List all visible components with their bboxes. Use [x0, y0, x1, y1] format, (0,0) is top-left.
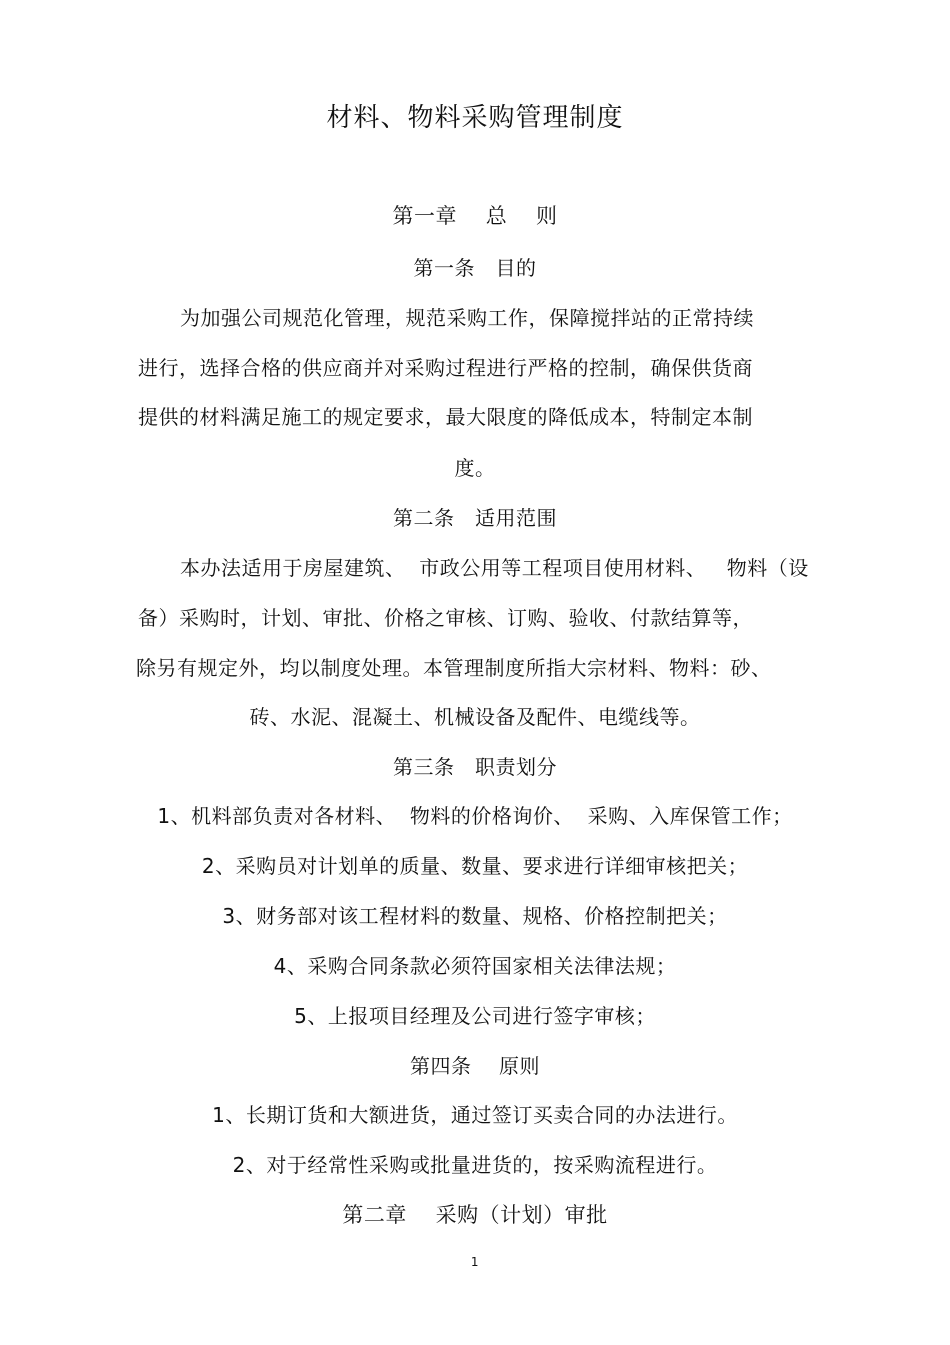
article-heading-1: 第一条 目的 [413, 256, 537, 280]
article-1-line-4: 度。 [454, 456, 496, 480]
article-2-line-3: 除另有规定外，均以制度处理。本管理制度所指大宗材料、物料：砂、 [136, 656, 772, 680]
article-4-item-1: 1、长期订货和大额进货，通过签订买卖合同的办法进行。 [212, 1103, 738, 1127]
chapter-heading-1: 第一章 总 则 [392, 204, 558, 228]
article-2-line-2: 备）采购时，计划、审批、价格之审核、订购、验收、付款结算等， [138, 606, 753, 630]
article-heading-2: 第二条 适用范围 [392, 506, 558, 530]
article-1-line-3: 提供的材料满足施工的规定要求，最大限度的降低成本，特制定本制 [138, 405, 753, 429]
article-3-item-2: 2、采购员对计划单的质量、数量、要求进行详细审核把关； [201, 854, 749, 878]
article-3-item-4: 4、采购合同条款必须符国家相关法律法规； [273, 954, 677, 978]
article-3-item-3: 3、财务部对该工程材料的数量、规格、价格控制把关； [222, 904, 728, 928]
article-3-item-5: 5、上报项目经理及公司进行签字审核； [294, 1004, 656, 1028]
article-4-item-2: 2、对于经常性采购或批量进货的，按采购流程进行。 [232, 1153, 718, 1177]
chapter-heading-2: 第二章 采购（计划）审批 [342, 1203, 608, 1227]
page-number: 1 [470, 1255, 480, 1269]
article-1-line-2: 进行，选择合格的供应商并对采购过程进行严格的控制，确保供货商 [138, 356, 753, 380]
article-2-line-4: 砖、水泥、混凝土、机械设备及配件、电缆线等。 [249, 705, 701, 729]
article-2-line-1: 本办法适用于房屋建筑、 市政公用等工程项目使用材料、 物料（设 [180, 556, 809, 580]
article-heading-3: 第三条 职责划分 [392, 755, 558, 779]
article-1-line-1: 为加强公司规范化管理，规范采购工作，保障搅拌站的正常持续 [180, 306, 754, 330]
article-3-item-1: 1、机料部负责对各材料、 物料的价格询价、 采购、入库保管工作； [157, 804, 793, 828]
article-heading-4: 第四条 原则 [410, 1054, 540, 1078]
document-title: 材料、物料采购管理制度 [326, 103, 624, 133]
